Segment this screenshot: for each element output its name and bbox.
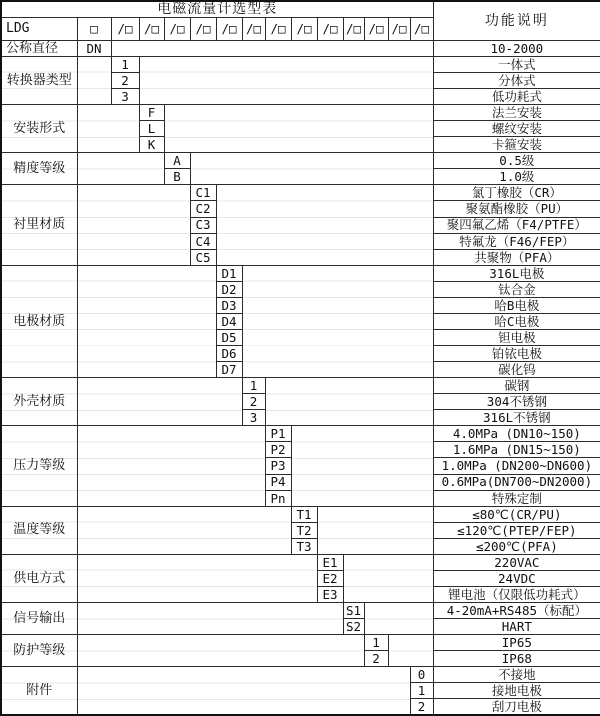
option-code: Pn [265,490,291,506]
spacer-cell [77,603,343,635]
model-code-box: /□ [291,17,317,40]
option-desc: ≤120℃(PTEP/FEP) [433,522,600,538]
spacer-cell [77,265,216,377]
option-code: E2 [317,570,343,586]
group-label: 防护等级 [1,635,77,667]
group-label: 信号输出 [1,603,77,635]
option-code: D7 [216,362,242,378]
model-code-box: /□ [190,17,216,40]
option-code: D6 [216,346,242,362]
option-desc: 特氟龙（F46/FEP） [433,233,600,249]
option-code: 1 [111,56,139,72]
table-row [1,185,600,201]
option-code: P4 [265,474,291,490]
spacer-cell [364,603,433,635]
table-row [1,635,600,651]
option-code: 1 [410,683,433,699]
option-code: C5 [190,249,216,265]
option-desc: 1.0MPa (DN200~DN600) [433,458,600,474]
option-code: E1 [317,554,343,570]
table-row [1,40,600,56]
spacer-cell [77,105,139,153]
model-code-box: /□ [317,17,343,40]
option-desc: 卡箍安装 [433,137,600,153]
option-code: S1 [343,603,364,619]
model-code-box: /□ [364,17,388,40]
spacer-cell [242,265,433,377]
option-desc: 特殊定制 [433,490,600,506]
diameter-label: 公称直径 [1,40,77,56]
model-code-box: /□ [343,17,364,40]
group-label: 外壳材质 [1,378,77,426]
model-code-box: /□ [242,17,265,40]
spacer-cell [164,105,433,153]
option-code: D2 [216,281,242,297]
option-code: C2 [190,201,216,217]
table-row [1,56,600,72]
table-row [1,603,600,619]
option-desc: 钛合金 [433,281,600,297]
option-desc: 一体式 [433,56,600,72]
spacer-cell [77,56,111,104]
model-code-box: /□ [111,17,139,40]
model-code-box: /□ [139,17,164,40]
option-code: C3 [190,217,216,233]
option-code: T3 [291,538,317,554]
option-code: C4 [190,233,216,249]
option-desc: 法兰安装 [433,105,600,121]
table-row [1,1,600,17]
group-label: 电极材质 [1,265,77,377]
table-row [1,153,600,169]
spacer-cell [77,185,190,265]
option-desc: 0.6MPa(DN700~DN2000) [433,474,600,490]
option-desc: HART [433,619,600,635]
option-desc: 24VDC [433,570,600,586]
group-label: 附件 [1,667,77,715]
option-desc: 碳化钨 [433,362,600,378]
group-label: 供电方式 [1,554,77,602]
table-row [1,426,600,442]
model-code-box: /□ [265,17,291,40]
spacer-cell [77,667,410,715]
option-code: 2 [410,699,433,715]
option-desc: 聚氨酯橡胶（PU） [433,201,600,217]
option-code: D4 [216,313,242,329]
option-desc: 316L电极 [433,265,600,281]
group-label: 压力等级 [1,426,77,506]
option-code: P1 [265,426,291,442]
model-prefix: LDG [1,17,77,40]
option-code: 1 [364,635,388,651]
option-desc: 1.6MPa (DN15~150) [433,442,600,458]
option-desc: 0.5级 [433,153,600,169]
option-desc: 哈B电极 [433,297,600,313]
spacer-cell [139,56,433,104]
option-desc: 316L不锈钢 [433,410,600,426]
option-desc: 哈C电极 [433,313,600,329]
option-code: K [139,137,164,153]
option-desc: 铂铱电极 [433,346,600,362]
table-row [1,105,600,121]
option-desc: 304不锈钢 [433,394,600,410]
option-code: D3 [216,297,242,313]
option-desc: 共聚物（PFA） [433,249,600,265]
option-code: T2 [291,522,317,538]
option-desc: 不接地 [433,667,600,683]
option-code: T1 [291,506,317,522]
model-code-box: /□ [388,17,410,40]
spacer-cell [265,378,433,426]
option-desc: 4-20mA+RS485（标配） [433,603,600,619]
option-code: S2 [343,619,364,635]
option-code: C1 [190,185,216,201]
spacer-cell [291,426,433,506]
option-desc: 锂电池（仅限低功耗式） [433,586,600,602]
model-code-box: □ [77,17,111,40]
option-code: B [164,169,190,185]
spacer-cell [77,153,164,185]
table-row [1,667,600,683]
right-column-header: 功能说明 [433,1,600,40]
table-row [1,506,600,522]
option-code: L [139,121,164,137]
option-desc: 分体式 [433,72,600,88]
spacer-cell [216,185,433,265]
table-title: 电磁流量计选型表 [1,1,433,17]
option-code: 2 [364,651,388,667]
spacer-cell [77,635,364,667]
option-code: 3 [111,89,139,105]
spacer-cell [111,40,433,56]
option-desc: 低功耗式 [433,89,600,105]
spacer-cell [190,153,433,185]
option-desc: 聚四氟乙烯（F4/PTFE） [433,217,600,233]
group-label: 安装形式 [1,105,77,153]
diameter-code: DN [77,40,111,56]
group-label: 精度等级 [1,153,77,185]
option-code: D5 [216,329,242,345]
spacer-cell [77,378,242,426]
spacer-cell [77,554,317,602]
option-code: E3 [317,586,343,602]
spacer-cell [77,506,291,554]
diameter-desc: 10-2000 [433,40,600,56]
model-code-box: /□ [410,17,433,40]
option-code: P2 [265,442,291,458]
option-code: 3 [242,410,265,426]
option-desc: 1.0级 [433,169,600,185]
model-code-box: /□ [164,17,190,40]
option-desc: IP68 [433,651,600,667]
option-code: 2 [111,72,139,88]
option-code: A [164,153,190,169]
option-desc: 接地电极 [433,683,600,699]
spacer-cell [388,635,433,667]
option-code: 1 [242,378,265,394]
option-code: F [139,105,164,121]
model-code-box: /□ [216,17,242,40]
option-desc: IP65 [433,635,600,651]
option-desc: 刮刀电极 [433,699,600,715]
option-desc: ≤200℃(PFA) [433,538,600,554]
option-desc: 螺纹安装 [433,121,600,137]
option-desc: 碳钢 [433,378,600,394]
table-row [1,554,600,570]
option-desc: 4.0MPa (DN10~150) [433,426,600,442]
option-desc: 220VAC [433,554,600,570]
spacer-cell [77,426,265,506]
option-code: P3 [265,458,291,474]
option-desc: 氯丁橡胶（CR） [433,185,600,201]
option-code: 0 [410,667,433,683]
group-label: 衬里材质 [1,185,77,265]
option-code: D1 [216,265,242,281]
spacer-cell [317,506,433,554]
table-row [1,378,600,394]
group-label: 转换器类型 [1,56,77,104]
group-label: 温度等级 [1,506,77,554]
option-code: 2 [242,394,265,410]
table-row [1,265,600,281]
option-desc: ≤80℃(CR/PU) [433,506,600,522]
spacer-cell [343,554,433,602]
option-desc: 钽电极 [433,329,600,345]
